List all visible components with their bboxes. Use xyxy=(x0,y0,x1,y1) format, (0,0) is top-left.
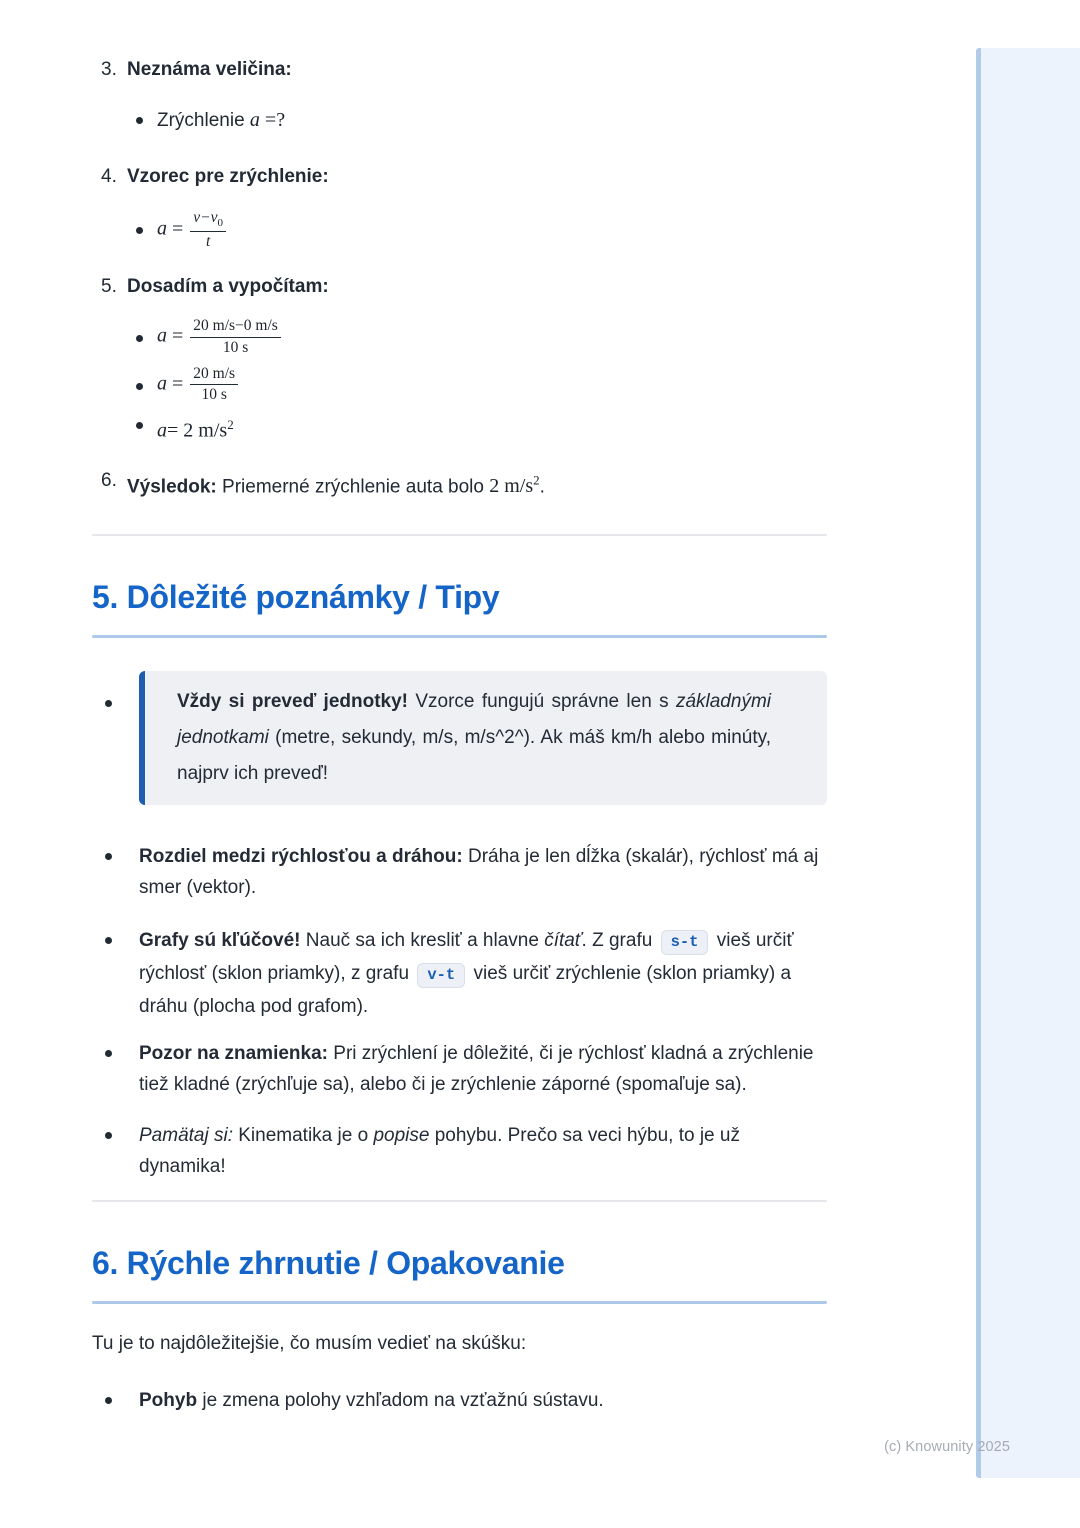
section-divider xyxy=(92,534,827,536)
note-callout: Vždy si preveď jednotky! Vzorce fungujú správne len s základnými jednotkami (metre, sekundy, m/s, m/s^2^). Ak máš km/h alebo minúty, najprv ich preveď! xyxy=(139,671,827,805)
step-number: 4. xyxy=(101,166,117,187)
copyright-watermark: (c) Knowunity 2025 xyxy=(884,1439,1010,1455)
acceleration-formula: a = $\frac{v-v_0}{t}$ xyxy=(157,208,226,252)
fraction: $\frac{v-v_0}{t}$ xyxy=(190,208,226,252)
fraction: $\frac{20 m/s}{10 s}$ xyxy=(190,364,238,406)
bullet-dot xyxy=(136,117,143,124)
step-result-text: Výsledok: Priemerné zrýchlenie auta bolo 2 $m/s^2$. xyxy=(127,472,545,498)
calculation-formula: a = $\frac{20 m/s-0 m/s}{10 s}$ xyxy=(157,316,281,358)
bullet-dot xyxy=(136,335,143,342)
bullet-dot xyxy=(136,227,143,234)
summary-intro: Tu je to najdôležitejšie, čo musím vedieť na skúšku: xyxy=(92,1333,527,1355)
tip-item-remember: Pamätaj si: Kinematika je o popise pohybu. Prečo sa veci hýbu, to je už dynamika! xyxy=(92,1120,827,1182)
step-title: Dosadím a vypočítam: xyxy=(127,276,329,298)
notes-content xyxy=(92,57,827,1416)
step-number: 5. xyxy=(101,276,117,298)
section-heading-summary: 6. Rýchle zhrnutie / Opakovanie xyxy=(92,1245,565,1282)
heading-underline xyxy=(92,635,827,638)
step-item-5 xyxy=(92,274,827,300)
section-heading-tips: 5. Dôležité poznámky / Tipy xyxy=(92,579,500,616)
bullet-dot xyxy=(136,383,143,390)
step-item-4 xyxy=(92,164,827,190)
step-number: 3. xyxy=(101,59,117,80)
inline-code-vt: v-t xyxy=(417,963,465,988)
step5-result xyxy=(92,412,827,444)
bullet-dot xyxy=(105,1050,112,1057)
fraction: $\frac{20 m/s-0 m/s}{10 s}$ xyxy=(190,316,281,358)
step5-calc-1 xyxy=(92,316,827,358)
bullet-dot xyxy=(105,1397,112,1404)
tip-item-signs: Pozor na znamienka: Pri zrýchlení je dôležité, či je rýchlosť kladná a zrýchlenie tiež kladné (zrýchľuje sa), alebo či je zrýchlenie záporné (spomaľuje sa). xyxy=(92,1038,827,1100)
bullet-dot xyxy=(105,937,112,944)
step5-calc-2 xyxy=(92,364,827,406)
bullet-dot xyxy=(105,1132,112,1139)
step-title: Vzorec pre zrýchlenie: xyxy=(127,166,329,187)
page-edge-panel xyxy=(976,48,1080,1478)
step-title: Neznáma veličina: xyxy=(127,59,292,80)
step4-formula-bullet xyxy=(92,208,827,252)
heading-underline xyxy=(92,1301,827,1304)
tip-item-graphs: Grafy sú kľúčové! Nauč sa ich kresliť a hlavne čítať. Z grafu s-t vieš určiť rýchlosť (sklon priamky), z grafu v-t vieš určiť zrýchlenie (sklon priamky) a dráhu (plocha pod grafom). xyxy=(92,925,827,1022)
step-number: 6. xyxy=(101,469,117,491)
step3-bullet-text: Zrýchlenie a =? xyxy=(157,109,286,131)
bullet-dot xyxy=(105,700,112,707)
inline-math: a =? xyxy=(249,109,286,131)
summary-bullet-motion: Pohyb je zmena polohy vzhľadom na vzťažnú sústavu. xyxy=(92,1385,827,1416)
step-item-3 xyxy=(92,57,827,83)
result-formula: a= 2 $m/s^2$ xyxy=(157,416,234,442)
step-item-6 xyxy=(92,468,827,501)
tip-item-speed-vs-distance: Rozdiel medzi rýchlosťou a dráhou: Dráha je len dĺžka (skalár), rýchlosť má aj smer (vektor). xyxy=(92,841,827,903)
inline-code-st: s-t xyxy=(661,930,709,955)
step3-bullet xyxy=(92,107,827,134)
tip-item-quote xyxy=(92,671,827,805)
bullet-dot xyxy=(136,422,143,429)
inline-math: 2 $m/s^2$ xyxy=(489,472,540,498)
calculation-formula: a = $\frac{20 m/s}{10 s}$ xyxy=(157,364,238,406)
section-divider xyxy=(92,1200,827,1202)
bullet-dot xyxy=(105,853,112,860)
